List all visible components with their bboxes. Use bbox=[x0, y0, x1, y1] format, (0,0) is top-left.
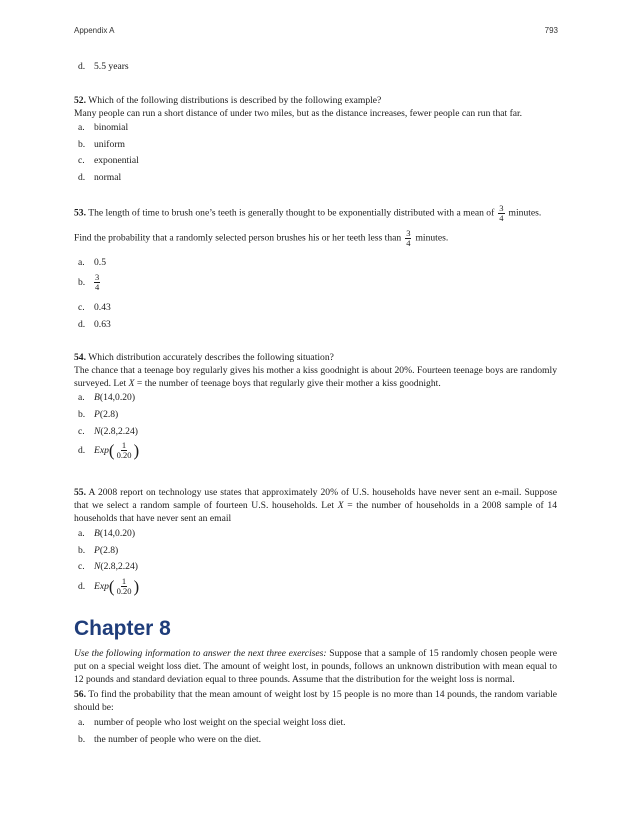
question-53-line2: Find the probability that a randomly selected person brushes his or her teeth less than $\frac{3}{4}$ minutes. bbox=[74, 228, 449, 248]
chapter-intro: Use the following information to answer the next three exercises: Suppose that a sample of 15 randomly chosen people were put on a special weight loss diet. The amount of weight lost, in pounds, follows an unknown distribution with mean equal to 12 pounds and standard deviation equal to three pounds. Assume that the distribution for the weight loss is normal. bbox=[74, 648, 557, 685]
chapter-heading: Chapter 8 bbox=[74, 617, 171, 640]
q54-option-c: c. N(2.8,2.24) bbox=[78, 426, 138, 437]
question-55: 55. A 2008 report on technology use states that approximately 20% of U.S. households have never sent an e-mail. Suppose that we select a random sample of fourteen U.S. households. Let X = the number of households in a 2008 sample of 14 households that have never sent an email bbox=[74, 487, 557, 524]
q53-option-b: b. $\frac{3}{4}$ bbox=[78, 272, 100, 292]
question-53: 53. The length of time to brush one’s teeth is generally thought to be exponentially distributed with a mean of $\frac{3}{4}$ minutes. bbox=[74, 203, 542, 223]
q55-option-a: a. B(14,0.20) bbox=[78, 528, 136, 539]
fraction-three-quarters: $\frac{3}{4}$ bbox=[406, 228, 411, 248]
question-54: 54. Which distribution accurately describes the following situation? The chance that a teenage boy regularly gives his mother a kiss goodnight is about 20%. Fourteen teenage boys are randomly surveyed. Let X = the number of teenage boys that regularly give their mother a kiss goodnight. bbox=[74, 352, 557, 389]
question-56: 56. To find the probability that the mean amount of weight lost by 15 people is no more than 14 pounds, the random variable should be: bbox=[74, 689, 557, 713]
q53-option-a: a. 0.5 bbox=[78, 257, 106, 268]
question-52: 52. Which of the following distributions is described by the following example? Many people can run a short distance of under two miles, but as the distance increases, fewer people can run that far. bbox=[74, 94, 557, 120]
q54-option-b: b. P(2.8) bbox=[78, 409, 119, 420]
q52-option-b: b. uniform bbox=[78, 139, 125, 150]
page-number: 793 bbox=[544, 26, 558, 35]
q52-option-c: c. exponential bbox=[78, 155, 139, 166]
q55-option-c: c. N(2.8,2.24) bbox=[78, 561, 138, 572]
question-number: 52. bbox=[74, 95, 86, 106]
q54-option-a: a. B(14,0.20) bbox=[78, 392, 136, 403]
q56-option-a: a. number of people who lost weight on the special weight loss diet. bbox=[78, 717, 346, 728]
q55-option-b: b. P(2.8) bbox=[78, 545, 119, 556]
q56-option-b: b. the number of people who were on the diet. bbox=[78, 734, 262, 745]
q52-option-a: a. binomial bbox=[78, 122, 129, 133]
fraction-three-quarters: $\frac{3}{4}$ bbox=[95, 272, 100, 292]
question-example: Many people can run a short distance of under two miles, but as the distance increases, fewer people can run that far. bbox=[74, 108, 523, 119]
q51-option-d: d. 5.5 years bbox=[78, 61, 129, 72]
q53-option-c: c. 0.43 bbox=[78, 302, 111, 313]
q55-option-d: d. Exp ( $\frac{1}{0.20}$ ) bbox=[78, 576, 140, 596]
q52-option-d: d. normal bbox=[78, 172, 122, 183]
running-header-left: Appendix A bbox=[74, 26, 115, 35]
q54-option-d: d. Exp ( $\frac{1}{0.20}$ ) bbox=[78, 440, 140, 460]
intro-instructions: Use the following information to answer the next three exercises: bbox=[74, 648, 327, 659]
fraction-three-quarters: $\frac{3}{4}$ bbox=[499, 203, 504, 223]
q53-option-d: d. 0.63 bbox=[78, 319, 111, 330]
